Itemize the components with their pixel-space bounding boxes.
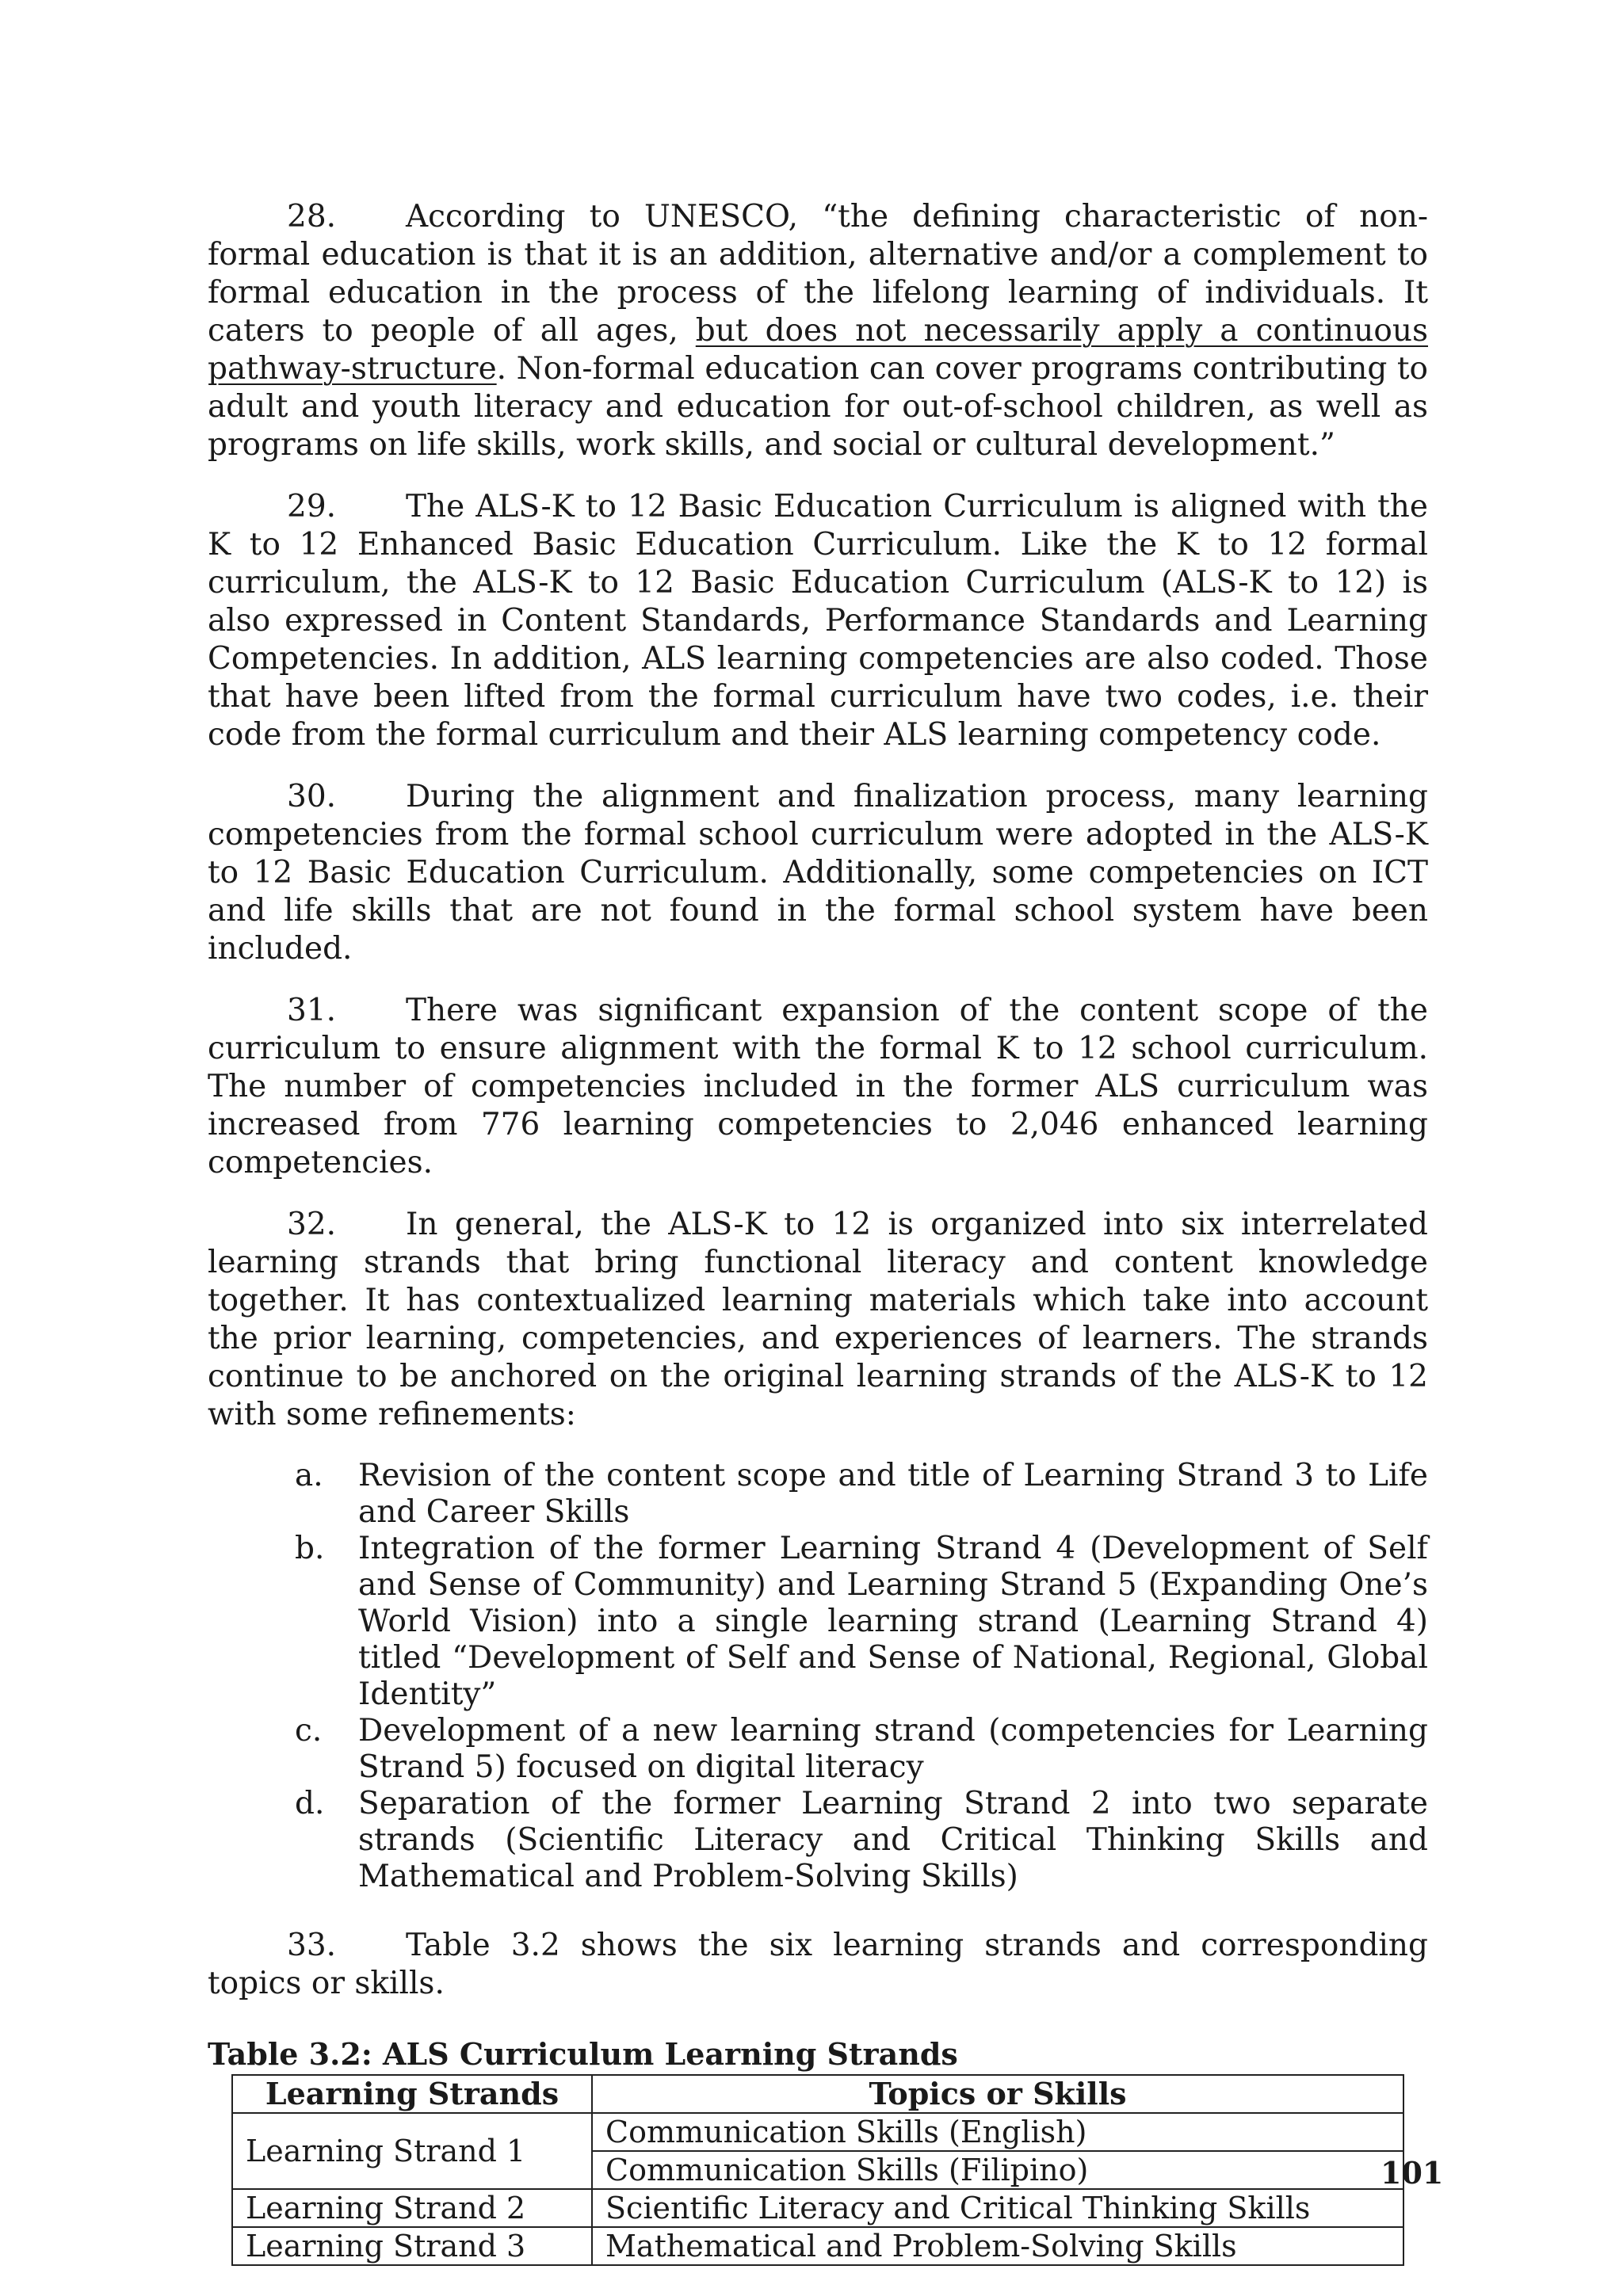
paragraph-number: 30.	[287, 779, 337, 814]
paragraph-number: 31.	[287, 993, 337, 1028]
paragraph-text: Table 3.2 shows the six learning strands and corresponding topics or skills.	[208, 1928, 1428, 2001]
paragraph-30	[208, 778, 1428, 968]
paragraph-text: The ALS-K to 12 Basic Education Curriculum is aligned with the K to 12 Enhanced Basic Education Curriculum. Like the K to 12 formal curriculum, the ALS-K to 12 Basic Education Curriculum (ALS-K to 12) is also expressed in Content Standards, Performance Standards and Learning Competencies. In addition, ALS learning competencies are also coded. Those that have been lifted from the formal curriculum have two codes, i.e. their code from the formal curriculum and their ALS learning competency code.	[208, 489, 1428, 753]
paragraph-number: 29.	[287, 489, 337, 524]
paragraph-number: 32.	[287, 1207, 337, 1242]
column-header-learning-strands: Learning Strands	[232, 2075, 592, 2113]
table-caption: Table 3.2: ALS Curriculum Learning Strands	[208, 2036, 958, 2072]
paragraph-text: In general, the ALS-K to 12 is organized into six interrelated learning strands that bring functional literacy and content knowledge together. It has contextualized learning materials which take into account the prior learning, competencies, and experiences of learners. The strands continue to be anchored on the original learning strands of the ALS-K to 12 with some refinements:	[208, 1207, 1428, 1432]
paragraph-32	[208, 1206, 1428, 1434]
paragraph-text: . Non-formal education can cover programs contributing to adult and youth literacy and education for out-of-school children, as well as programs on life skills, work skills, and social or cultural development.”	[208, 351, 1428, 463]
paragraph-29	[208, 488, 1428, 754]
paragraph-28	[208, 198, 1428, 464]
table-header-row	[232, 2075, 1403, 2113]
paragraph-text: There was significant expansion of the content scope of the curriculum to ensure alignment with the formal K to 12 school curriculum. The number of competencies included in the former ALS curriculum was increased from 776 learning competencies to 2,046 enhanced learning competencies.	[208, 993, 1428, 1180]
paragraph-31	[208, 992, 1428, 1182]
list-item-letter: a.	[295, 1458, 323, 1493]
strand-cell: Learning Strand 3	[232, 2227, 592, 2265]
document-page	[208, 198, 1428, 2266]
paragraph-number: 33.	[287, 1928, 337, 1963]
list-item-text: Separation of the former Learning Strand 2 into two separate strands (Scientific Literacy and Critical Thinking Skills and Mathematical and Problem-Solving Skills)	[358, 1786, 1428, 1894]
list-item	[208, 1458, 1428, 1531]
refinements-list	[208, 1458, 1428, 1895]
list-item-letter: c.	[295, 1713, 323, 1749]
strand-cell: Learning Strand 1	[232, 2113, 592, 2189]
list-item-text: Development of a new learning strand (competencies for Learning Strand 5) focused on digital literacy	[358, 1713, 1428, 1785]
topic-cell: Communication Skills (English)	[592, 2113, 1403, 2151]
list-item-text: Integration of the former Learning Strand 4 (Development of Self and Sense of Community) and Learning Strand 5 (Expanding One’s World Vision) into a single learning strand (Learning Strand 4) titled “Development of Self and Sense of National, Regional, Global Identity”	[358, 1531, 1428, 1712]
topic-cell: Mathematical and Problem-Solving Skills	[592, 2227, 1403, 2265]
strand-cell: Learning Strand 2	[232, 2189, 592, 2227]
list-item	[208, 1786, 1428, 1895]
column-header-topics-or-skills: Topics or Skills	[592, 2075, 1403, 2113]
table-row	[232, 2113, 1403, 2151]
underlined-phrase: but does not necessarily apply a continuous pathway-structure	[208, 313, 1428, 387]
paragraph-text: According to UNESCO, “the defining characteristic of non-formal education is that it is an addition, alternative and/or a complement to formal education in the process of the lifelong learning of individuals. It caters to people of all ages,	[208, 199, 1428, 349]
table-row	[232, 2189, 1403, 2227]
list-item	[208, 1531, 1428, 1713]
topic-cell: Scientific Literacy and Critical Thinking Skills	[592, 2189, 1403, 2227]
paragraph-text: During the alignment and finalization process, many learning competencies from the formal school curriculum were adopted in the ALS-K to 12 Basic Education Curriculum. Additionally, some competencies on ICT and life skills that are not found in the formal school system have been included.	[208, 779, 1428, 967]
list-item-letter: d.	[295, 1786, 325, 1821]
list-item-letter: b.	[295, 1531, 325, 1566]
list-item	[208, 1713, 1428, 1786]
learning-strands-table	[231, 2074, 1404, 2266]
page-number: 101	[1381, 2155, 1444, 2191]
topic-cell: Communication Skills (Filipino)	[592, 2151, 1403, 2189]
table-row	[232, 2227, 1403, 2265]
paragraph-33	[208, 1927, 1428, 2003]
list-item-text: Revision of the content scope and title of Learning Strand 3 to Life and Career Skills	[358, 1458, 1428, 1530]
paragraph-number: 28.	[287, 199, 337, 235]
